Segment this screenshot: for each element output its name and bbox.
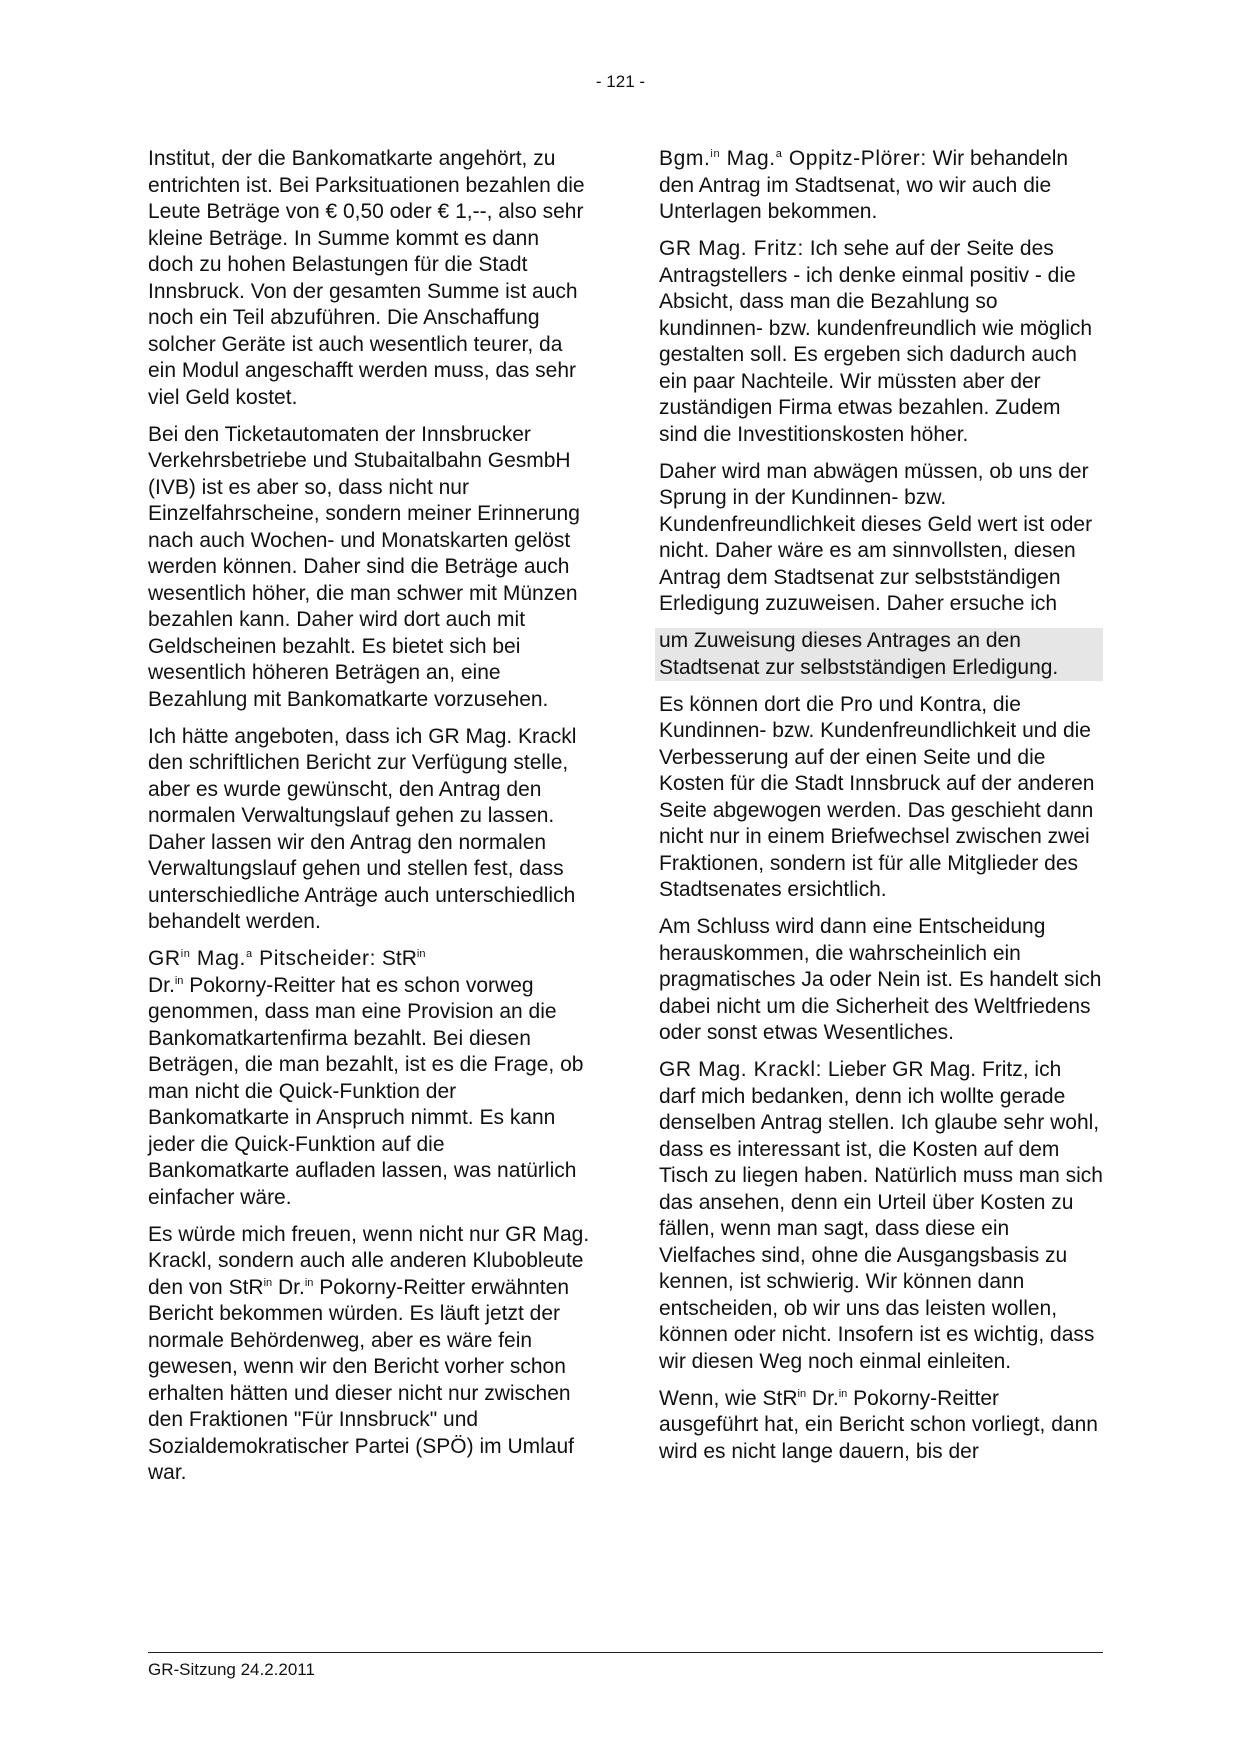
paragraph: Es können dort die Pro und Kontra, die Kundinnen- bzw. Kundenfreundlichkeit und die Verbesserung auf der einen Seite und die Kosten für die Stadt Innsbruck auf der anderen Seite abgewogen werden. Das geschieht dann nicht nur in einem Briefwechsel zwischen zwei Fraktionen, sondern ist für alle Mitglieder des Stadtsenates ersichtlich. [659,692,1095,901]
footer-text: GR-Sitzung 24.2.2011 [148,1660,315,1679]
right-column [659,146,1103,1476]
speaker-paragraph: GR Mag. Krackl: Lieber GR Mag. Fritz, ich darf mich bedanken, denn ich wollte gerade denselben Antrag stellen. Ich glaube sehr wohl, dass es interessant ist, die Kosten auf dem Tisch zu liegen haben. Natürlich muss man sich das ansehen, denn ein Urteil über Kosten zu fällen, wenn man sagt, dass diese ein Vielfaches sind, ohne die Ausgangsbasis zu kennen, ist schwierig. Wir können dann entscheiden, ob wir uns das leisten wollen, können oder nicht. Insofern ist es wichtig, dass wir diesen Weg noch einmal einleiten. [659,1058,1103,1373]
speaker-paragraph: $GR^{in}$ Mag.$^a$ Pitscheider: StR$^{in}$ Dr.$^{in}$ Pokorny-Reitter hat es schon vorweg genommen, dass man eine Provision an die Bankomatkartenfirma bezahlt. Bei diesen Beträgen, die man bezahlt, ist es die Frage, ob man nicht die Quick-Funktion der Bankomatkarte in Anspruch nimmt. Es kann jeder die Quick-Funktion auf die Bankomatkarte aufladen lassen, was natürlich einfacher wäre. [148,947,584,1209]
footer-divider [148,1652,1103,1653]
speaker-name: $GR^{in}$ Mag.$^a$ Pitscheider: [148,947,377,970]
paragraph: Wenn, wie StR$^{in}$ Dr.$^{in}$ Pokorny-Reitter ausgeführt hat, ein Bericht schon vorliegt, dann wird es nicht lange dauern, bis der [659,1386,1098,1463]
paragraph: Es würde mich freuen, wenn nicht nur GR Mag. Krackl, sondern auch alle anderen Klubobleute den von StR$^{in}$ Dr.$^{in}$ Pokorny-Reitter erwähnten Bericht bekommen würden. Es läuft jetzt der normale Behördenweg, aber es wäre fein gewesen, wenn wir den Bericht vorher schon erhalten hätten und dieser nicht nur zwischen den Fraktionen "Für Innsbruck" und Sozialdemokratischer Partei (SPÖ) im Umlauf war. [148,1222,590,1484]
page-number: - 121 - [595,72,646,91]
speaker-name: Bgm.$^{in}$ Mag.$^a$ Oppitz-Plörer: [659,147,927,170]
speaker-name: GR Mag. Fritz: [659,237,804,260]
speaker-paragraph: Bgm.$^{in}$ Mag.$^a$ Oppitz-Plörer: Wir behandeln den Antrag im Stadtsenat, wo wir auch die Unterlagen bekommen. [659,147,1069,223]
paragraph: Institut, der die Bankomatkarte angehört, zu entrichten ist. Bei Parksituationen bezahlen die Leute Beträge von € 0,50 oder € 1,--, also sehr kleine Beträge. In Summe kommt es dann doch zu hohen Belastungen für die Stadt Innsbruck. Von der gesamten Summe ist auch noch ein Teil abzuführen. Die Anschaffung solcher Geräte ist auch wesentlich teurer, da ein Modul angeschafft werden muss, das sehr viel Geld kostet. [148,147,585,409]
paragraph: Daher wird man abwägen müssen, ob uns der Sprung in der Kundinnen- bzw. Kundenfreundlichkeit dieses Geld wert ist oder nicht. Daher wäre es am sinnvollsten, diesen Antrag dem Stadtsenat zur selbstständigen Erledigung zuzuweisen. Daher ersuche ich [659,459,1093,615]
paragraph: Am Schluss wird dann eine Entscheidung herauskommen, die wahrscheinlich ein pragmatisches Ja oder Nein ist. Es handelt sich dabei nicht um die Sicherheit des Weltfriedens oder sonst etwas Wesentliches. [659,915,1102,1044]
motion-highlight: um Zuweisung dieses Antrages an den Stadtsenat zur selbstständigen Erledigung. [655,628,1103,681]
paragraph: Bei den Ticketautomaten der Innsbrucker Verkehrsbetriebe und Stubaitalbahn GesmbH (IVB) ist es aber so, dass nicht nur Einzelfahrscheine, sondern meiner Erinnerung nach auch Wochen- und Monatskarten gelöst werden können. Daher sind die Beträge auch wesentlich höher, die man schwer mit Münzen bezahlen kann. Daher wird dort auch mit Geldscheinen bezahlt. Es bietet sich bei wesentlich höheren Beträgen an, eine Bezahlung mit Bankomatkarte vorzusehen. [148,422,580,711]
speaker-paragraph: GR Mag. Fritz: Ich sehe auf der Seite des Antragstellers - ich denke einmal positiv - die Absicht, dass man die Bezahlung so kundinnen- bzw. kundenfreundlich wie möglich gestalten soll. Es ergeben sich dadurch auch ein paar Nachteile. Wir müssten aber der zuständigen Firma etwas bezahlen. Zudem sind die Investitionskosten höher. [659,237,1093,446]
left-column [148,146,590,1497]
paragraph: Ich hätte angeboten, dass ich GR Mag. Krackl den schriftlichen Bericht zur Verfügung stelle, aber es wurde gewünscht, den Antrag den normalen Verwaltungslauf gehen zu lassen. Daher lassen wir den Antrag den normalen Verwaltungslauf gehen und stellen fest, dass unterschiedliche Anträge auch unterschiedlich behandelt werden. [148,724,577,933]
speaker-name: GR Mag. Krackl: [659,1058,823,1081]
